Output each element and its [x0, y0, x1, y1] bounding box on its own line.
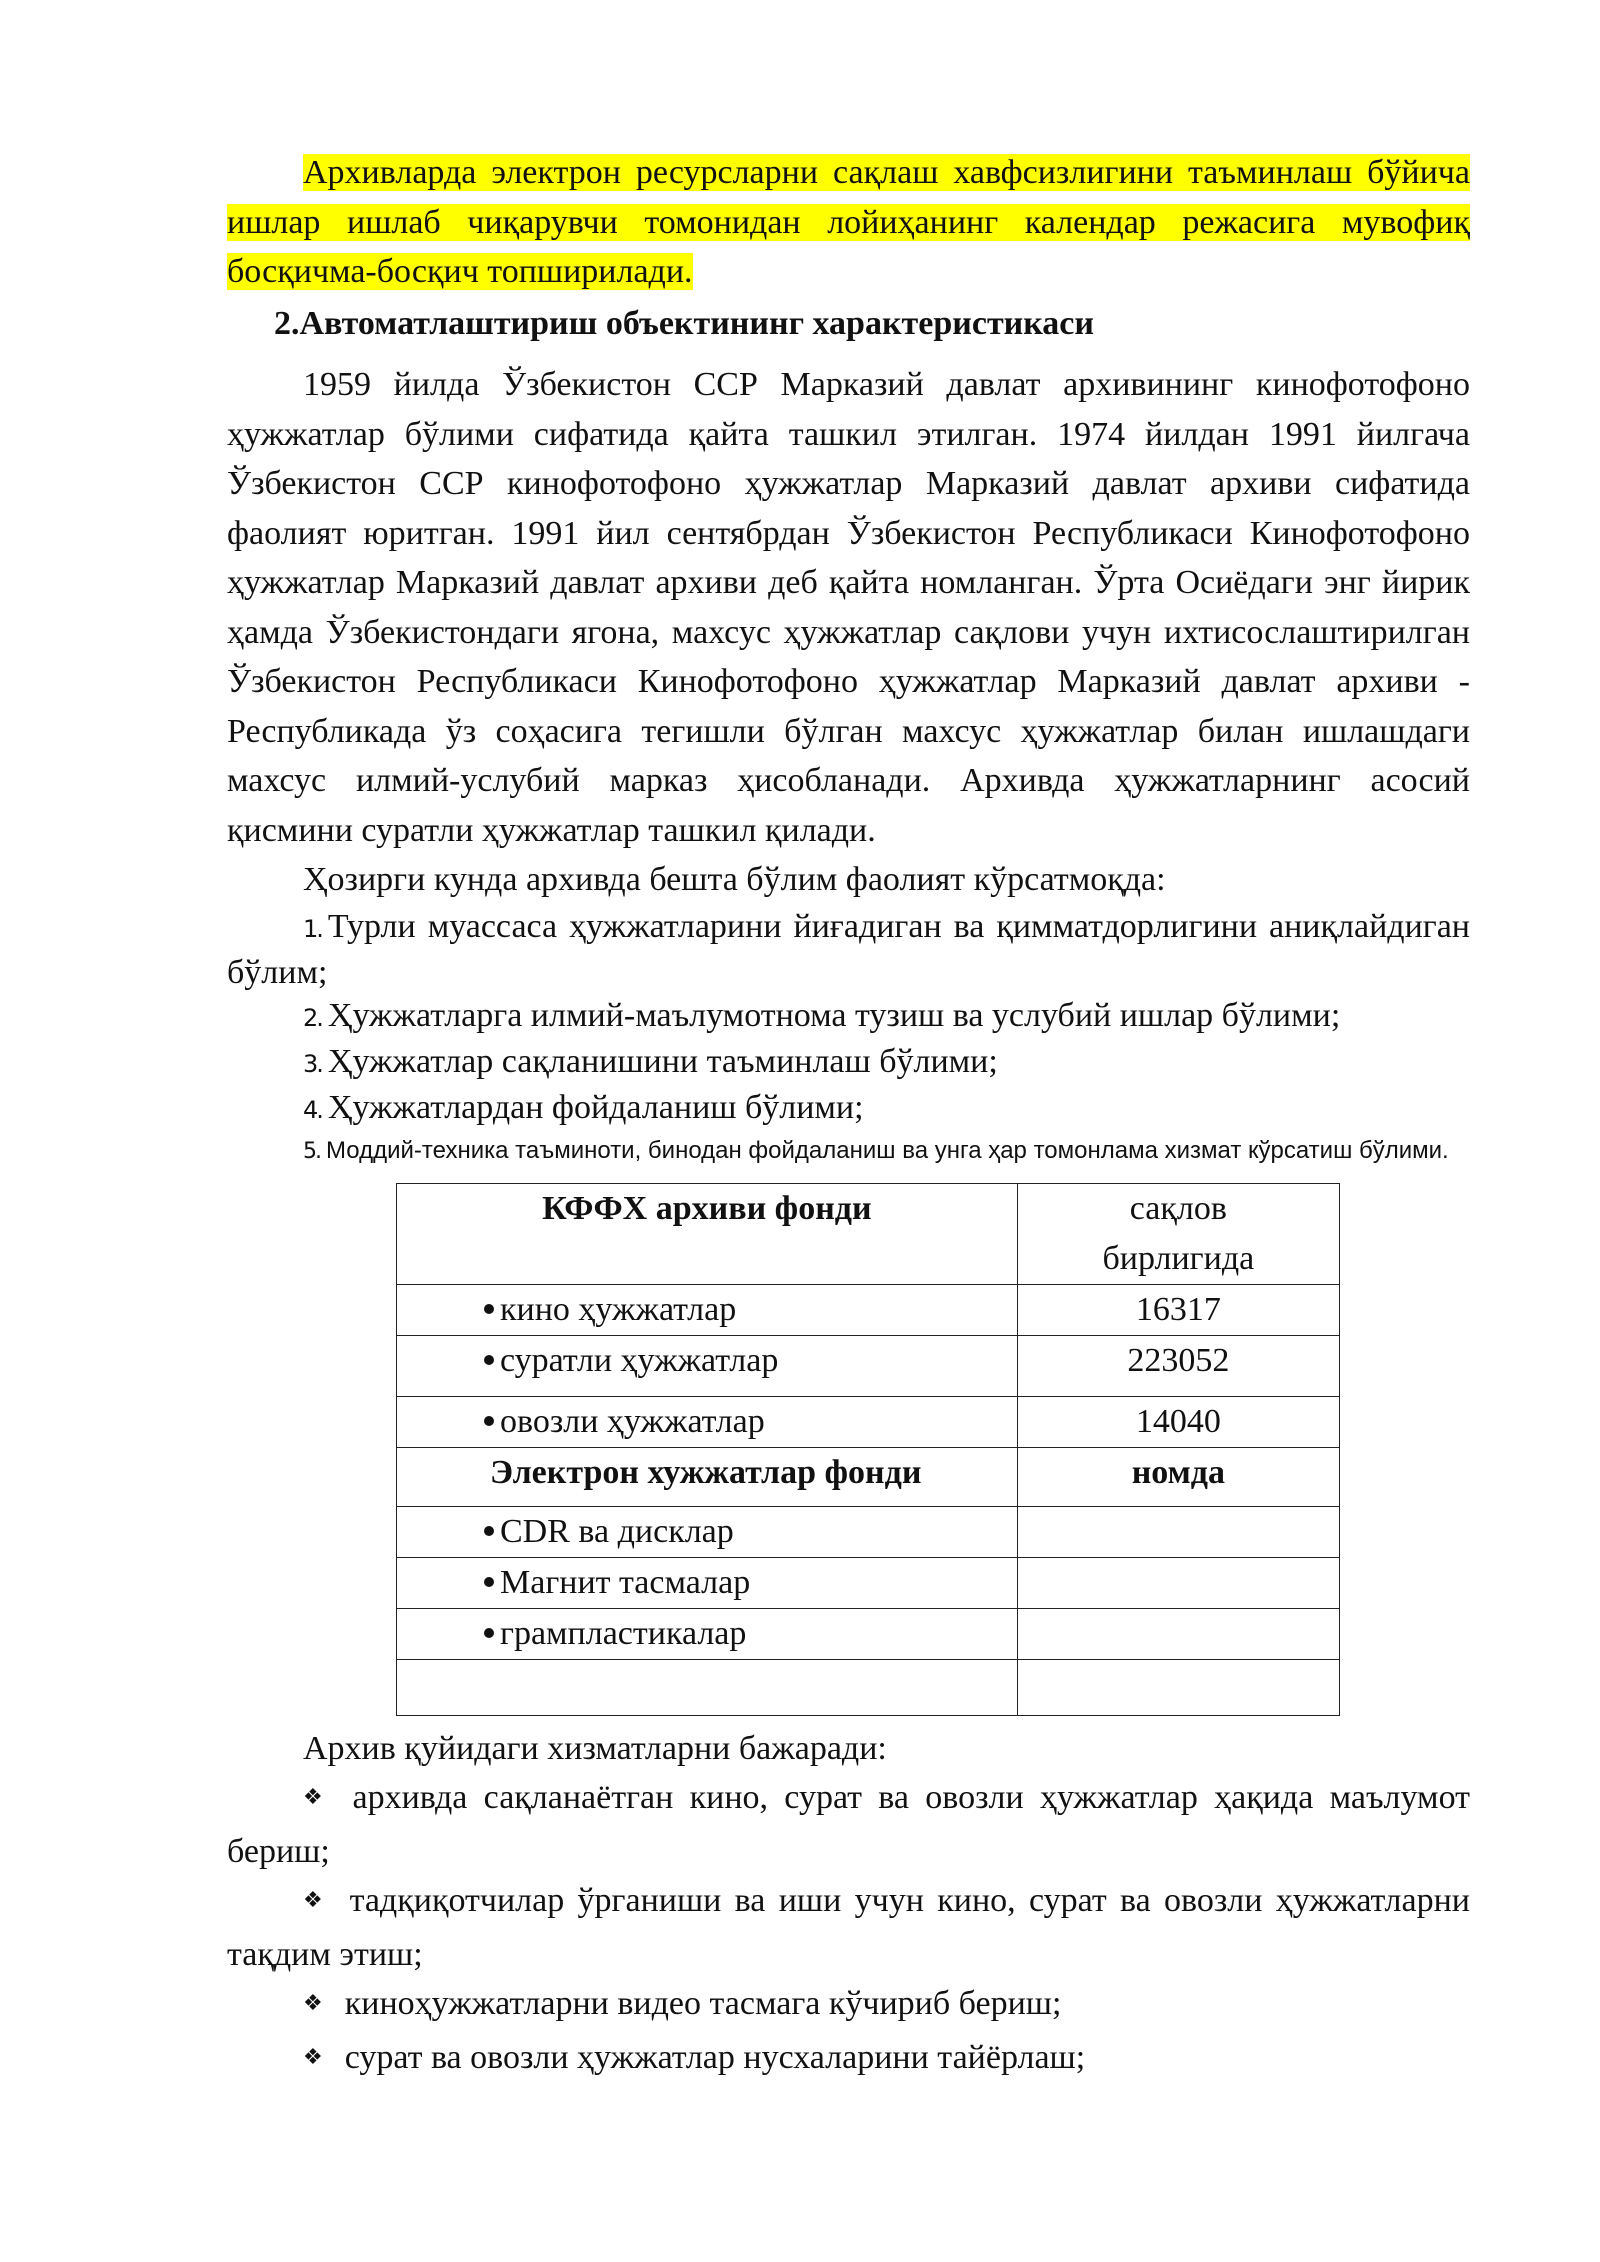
list-text: Ҳужжатлардан фойдаланиш бўлими;	[327, 1088, 864, 1126]
list-text: Ҳужжатлар сақланишини таъминлаш бўлими;	[327, 1042, 998, 1080]
list-number: 1.	[303, 914, 322, 943]
table-cell-value	[1017, 1557, 1339, 1608]
table-header-fund: КФФХ архиви фонди	[397, 1183, 1018, 1284]
table-row	[397, 1396, 1340, 1447]
table-row	[397, 1608, 1340, 1659]
bullet-icon	[484, 1416, 494, 1426]
table-row	[397, 1284, 1340, 1335]
service-text: сурат ва овозли ҳужжатлар нусхаларини тайёрлаш;	[344, 2038, 1086, 2076]
table-cell-value: 223052	[1017, 1335, 1339, 1396]
list-number: 2.	[303, 1003, 322, 1032]
list-item	[227, 994, 1470, 1040]
list-number: 5.	[303, 1138, 320, 1164]
table-cell-value	[1017, 1506, 1339, 1557]
row-label: суратли ҳужжатлар	[500, 1341, 779, 1379]
highlighted-text: Архивларда электрон ресурсларни сақлаш хавфсизлигини таъминлаш бўйича ишлар ишлаб чиқарувчи томонидан лойиҳанинг календар режасига мувофиқ босқичма-босқич топширилади.	[227, 154, 1470, 290]
table-cell-label	[397, 1335, 1018, 1396]
row-label: кино ҳужжатлар	[500, 1290, 737, 1328]
list-text: Ҳужжатларга илмий-маълумотнома тузиш ва услубий ишлар бўлими;	[327, 996, 1341, 1034]
list-number: 4.	[303, 1095, 322, 1124]
table-cell-label	[397, 1396, 1018, 1447]
list-item	[227, 1086, 1470, 1132]
services-intro: Архив қуйидаги хизматларни бажаради:	[303, 1729, 887, 1767]
list-item	[227, 905, 1470, 994]
service-item	[227, 1773, 1470, 1876]
document-body	[227, 148, 1470, 2086]
table-header-row	[397, 1183, 1340, 1284]
table-row	[397, 1557, 1340, 1608]
diamond-bullet-icon: ❖	[303, 1991, 323, 2016]
intro-paragraph	[227, 148, 1470, 297]
diamond-bullet-icon: ❖	[303, 2044, 323, 2070]
service-text: киноҳужжатларни видео тасмага кўчириб бериш;	[344, 1985, 1062, 2022]
bullet-icon	[484, 1577, 494, 1587]
row-label: Магнит тасмалар	[500, 1563, 751, 1601]
table-cell-value: 16317	[1017, 1284, 1339, 1335]
table-row	[397, 1506, 1340, 1557]
service-item	[227, 1979, 1470, 2033]
diamond-bullet-icon: ❖	[303, 1888, 328, 1913]
bullet-icon	[484, 1355, 494, 1365]
table-cell-label	[397, 1557, 1018, 1608]
table-cell-empty	[1017, 1659, 1339, 1715]
section-heading: 2.Автоматлаштириш объектининг характеристикаси	[274, 304, 1094, 342]
bullet-icon	[484, 1304, 494, 1314]
table-header-units	[1017, 1183, 1339, 1284]
services-list	[227, 1773, 1470, 2086]
table-cell-label	[397, 1608, 1018, 1659]
table-empty-row	[397, 1659, 1340, 1715]
service-text: тадқиқотчилар ўрганиши ва иши учун кино, сурат ва овозли ҳужжатларни тақдим этиш;	[227, 1882, 1470, 1973]
list-item	[227, 1040, 1470, 1086]
list-text: Турли муассаса ҳужжатларини йиғадиган ва қимматдорлигини аниқлайдиган бўлим;	[227, 907, 1470, 991]
row-label: CDR ва дисклар	[500, 1512, 734, 1550]
list-item	[227, 1134, 1470, 1169]
service-item	[227, 2033, 1470, 2087]
history-paragraph: 1959 йилда Ўзбекистон ССР Марказий давлат архивининг кинофотофоно ҳужжатлар бўлими сифатида қайта ташкил этилган. 1974 йилдан 1991 йилгача Ўзбекистон ССР кинофотофоно ҳужжатлар Марказий давлат архиви сифатида фаолият юритган. 1991 йил сентябрдан Ўзбекистон Республикаси Кинофотофоно ҳужжатлар Марказий давлат архиви деб қайта номланган. Ўрта Осиёдаги энг йирик ҳамда Ўзбекистондаги ягона, махсус ҳужжатлар сақлови учун ихтисослаштирилган Ўзбекистон Республикаси Кинофотофоно ҳужжатлар Марказий давлат архиви - Республикада ўз соҳасига тегишли бўлган махсус ҳужжатлар билан ишлашдаги махсус илмий-услубий марказ ҳисобланади. Архивда ҳужжатларнинг асосий қисмини суратли ҳужжатлар ташкил қилади.	[227, 366, 1470, 849]
units-line-1: сақлов	[1129, 1189, 1227, 1227]
table-cell-value	[1017, 1608, 1339, 1659]
fund-table	[396, 1183, 1340, 1716]
table-cell-value: 14040	[1017, 1396, 1339, 1447]
bullet-icon	[484, 1628, 494, 1638]
departments-intro: Ҳозирги кунда архивда бешта бўлим фаолият кўрсатмоқда:	[303, 861, 1166, 898]
list-text: Моддий-техника таъминоти, бинодан фойдаланиш ва унга ҳар томонлама хизмат кўрсатиш бўлими.	[326, 1136, 1449, 1164]
service-text: архивда сақланаётган кино, сурат ва овозли ҳужжатлар ҳақида маълумот бериш;	[227, 1779, 1470, 1870]
bullet-icon	[484, 1526, 494, 1536]
table-section-title: Электрон хужжатлар фонди	[397, 1447, 1018, 1506]
table-section-value: номда	[1017, 1447, 1339, 1506]
units-line-2: бирлигида	[1102, 1239, 1255, 1277]
list-number: 3.	[303, 1049, 322, 1078]
table-row	[397, 1335, 1340, 1396]
departments-list	[227, 905, 1470, 1169]
table-cell-label	[397, 1506, 1018, 1557]
diamond-bullet-icon: ❖	[303, 1785, 331, 1810]
row-label: овозли ҳужжатлар	[500, 1402, 765, 1440]
service-item	[227, 1876, 1470, 1979]
table-section-row	[397, 1447, 1340, 1506]
table-cell-label	[397, 1284, 1018, 1335]
table-cell-empty	[397, 1659, 1018, 1715]
row-label: грампластикалар	[500, 1614, 747, 1652]
